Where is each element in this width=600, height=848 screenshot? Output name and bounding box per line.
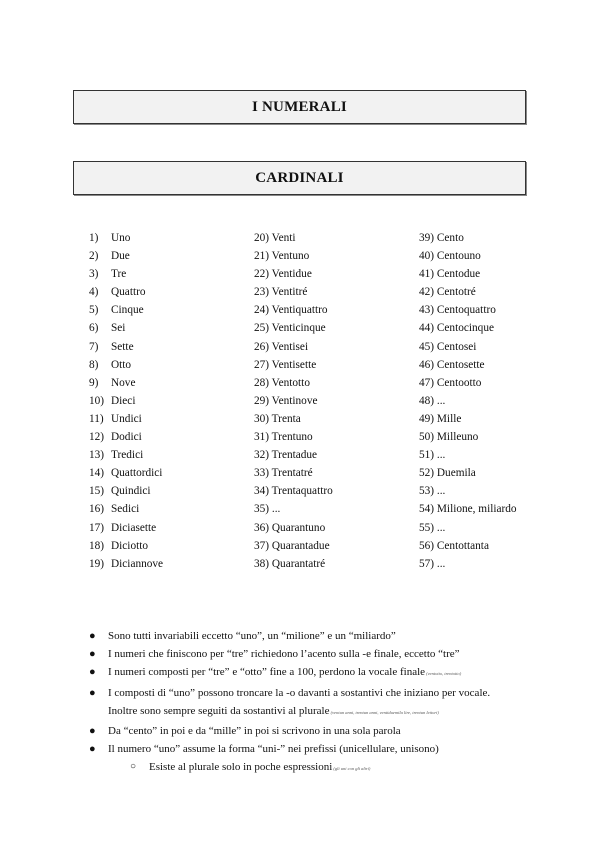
number-item (254, 537, 424, 555)
bullet-icon: ● (89, 686, 96, 699)
number-item (419, 500, 589, 518)
number-index: 21) (254, 250, 270, 263)
number-index: 5) (89, 304, 99, 317)
rule-text: Inoltre sono sempre seguiti da sostantivi al plurale (108, 704, 330, 717)
number-index: 33) (254, 467, 270, 480)
number-word: Trenta (269, 412, 301, 425)
number-word: Centocinque (434, 322, 494, 335)
number-word: Cinque (111, 304, 144, 317)
rule-text: Sono tutti invariabili eccetto “uno”, un “milione” e un “miliardo” (108, 630, 396, 642)
number-index: 13) (89, 449, 105, 462)
number-item (89, 247, 259, 265)
number-word: Dodici (111, 431, 142, 444)
rule-text: I numeri composti per “tre” e “otto” fine a 100, perdono la vocale finale (108, 666, 426, 679)
number-word: Ventisette (269, 358, 317, 371)
number-word: Cento (434, 232, 464, 244)
number-index: 12) (89, 431, 105, 444)
number-item (419, 482, 589, 500)
page-title: I NUMERALI (252, 98, 347, 115)
number-word: Quindici (111, 485, 151, 498)
number-item (254, 356, 424, 374)
number-word: Milleuno (434, 431, 479, 444)
bullet-icon: ● (89, 648, 96, 661)
number-word: Otto (111, 358, 132, 371)
numbers-column-3 (419, 229, 589, 573)
page-title-box (73, 90, 526, 124)
number-item (254, 338, 424, 356)
rules-list (89, 627, 529, 779)
number-index: 27) (254, 358, 270, 371)
section-title: CARDINALI (255, 169, 344, 186)
number-item (419, 555, 589, 573)
numbers-column-1 (89, 229, 259, 573)
number-item (419, 229, 589, 247)
number-item (89, 446, 259, 464)
number-index: 51) (419, 449, 435, 462)
number-item (254, 392, 424, 410)
number-index: 16) (89, 503, 105, 516)
number-item (419, 319, 589, 337)
number-word: Sedici (111, 503, 140, 516)
number-item (89, 283, 259, 301)
rule-item-continuation (89, 702, 529, 722)
number-item (254, 519, 424, 537)
number-word: ... (269, 503, 281, 516)
circle-bullet-icon: ○ (130, 761, 137, 773)
number-word: Trentaquattro (269, 485, 333, 498)
number-item (419, 428, 589, 446)
number-item (89, 374, 259, 392)
number-word: Quarantatré (269, 557, 326, 570)
number-item (254, 410, 424, 428)
number-item (419, 519, 589, 537)
number-item (254, 446, 424, 464)
number-word: Ventinove (269, 394, 318, 407)
number-index: 18) (89, 539, 105, 552)
number-index: 48) (419, 394, 435, 407)
number-word: Centosei (434, 340, 477, 353)
rule-item (89, 663, 529, 683)
number-index: 29) (254, 394, 270, 407)
number-index: 52) (419, 467, 435, 480)
number-index: 7) (89, 340, 99, 353)
number-item (254, 482, 424, 500)
number-word: Venticinque (269, 322, 326, 335)
number-item (419, 410, 589, 428)
number-index: 9) (89, 376, 99, 389)
number-item (89, 319, 259, 337)
number-word: Quarantuno (269, 521, 326, 534)
number-index: 34) (254, 485, 270, 498)
number-index: 28) (254, 376, 270, 389)
sub-rule-text: Esiste al plurale solo in poche espressioni (149, 761, 333, 774)
number-index: 4) (89, 286, 99, 299)
number-word: Trentatré (269, 467, 313, 480)
number-word: Centosette (434, 358, 485, 371)
number-item (89, 265, 259, 283)
number-item (419, 446, 589, 464)
number-item (254, 428, 424, 446)
number-word: Sette (111, 340, 134, 353)
number-index: 55) (419, 521, 435, 534)
number-index: 39) (419, 232, 435, 244)
number-item (254, 229, 424, 247)
number-item (89, 537, 259, 555)
number-item (89, 410, 259, 428)
number-index: 44) (419, 322, 435, 335)
number-index: 40) (419, 250, 435, 263)
bullet-icon: ● (89, 743, 96, 756)
number-index: 57) (419, 557, 435, 570)
number-item (89, 555, 259, 573)
number-word: ... (434, 449, 446, 462)
number-word: Quarantadue (269, 539, 330, 552)
number-index: 30) (254, 412, 270, 425)
number-word: Venti (269, 232, 296, 244)
number-word: Centoquattro (434, 304, 496, 317)
number-item (419, 247, 589, 265)
number-item (419, 374, 589, 392)
number-index: 47) (419, 376, 435, 389)
rule-example-note: (ventun anni, trentun anni, ventiduemila lire, trentun lettori) (329, 709, 439, 715)
number-index: 20) (254, 232, 270, 244)
number-index: 23) (254, 286, 270, 299)
rule-example-note: (ventotto, trentotto) (425, 671, 462, 677)
number-item (89, 482, 259, 500)
number-word: Ventidue (269, 268, 312, 281)
rule-item (89, 740, 529, 758)
number-item (254, 555, 424, 573)
number-index: 6) (89, 322, 99, 335)
number-index: 53) (419, 485, 435, 498)
bullet-icon: ● (89, 725, 96, 738)
number-word: Centootto (434, 376, 482, 389)
number-item (254, 247, 424, 265)
number-index: 56) (419, 539, 435, 552)
number-index: 17) (89, 521, 105, 534)
number-word: ... (434, 521, 446, 534)
number-word: Uno (111, 232, 131, 244)
number-word: Centouno (434, 250, 481, 263)
number-word: ... (434, 394, 446, 407)
number-word: Centodue (434, 268, 481, 281)
number-item (419, 464, 589, 482)
number-item (89, 338, 259, 356)
number-item (89, 464, 259, 482)
number-index: 41) (419, 268, 435, 281)
number-index: 3) (89, 268, 99, 281)
number-index: 8) (89, 358, 99, 371)
number-index: 45) (419, 340, 435, 353)
number-word: Ventisei (269, 340, 309, 353)
number-word: Ventiquattro (269, 304, 328, 317)
sub-rule-item (89, 758, 529, 778)
number-word: Diciasette (111, 521, 157, 534)
number-item (254, 374, 424, 392)
rule-text: Da “cento” in poi e da “mille” in poi si scrivono in una sola parola (108, 725, 401, 738)
sub-rule-example-note: (gli uni con gli altri) (332, 766, 371, 772)
number-item (89, 428, 259, 446)
number-item (89, 392, 259, 410)
number-word: Centottanta (434, 539, 489, 552)
number-index: 14) (89, 467, 105, 480)
number-index: 38) (254, 557, 270, 570)
number-index: 24) (254, 304, 270, 317)
number-word: Quattro (111, 286, 146, 299)
bullet-icon: ● (89, 666, 96, 679)
rule-item (89, 722, 529, 740)
number-index: 50) (419, 431, 435, 444)
number-index: 32) (254, 449, 270, 462)
numbers-column-2 (254, 229, 424, 573)
number-item (254, 301, 424, 319)
number-word: ... (434, 485, 446, 498)
number-item (419, 338, 589, 356)
number-index: 37) (254, 539, 270, 552)
number-word: Tredici (111, 449, 144, 462)
number-item (89, 519, 259, 537)
number-index: 1) (89, 232, 99, 244)
rule-item (89, 684, 529, 702)
number-item (254, 265, 424, 283)
number-word: Trentadue (269, 449, 318, 462)
number-word: ... (434, 557, 446, 570)
number-index: 36) (254, 521, 270, 534)
number-word: Tre (111, 268, 127, 281)
number-word: Diciotto (111, 539, 149, 552)
number-item (254, 319, 424, 337)
number-index: 42) (419, 286, 435, 299)
number-word: Mille (434, 412, 462, 425)
number-word: Ventuno (269, 250, 310, 263)
number-item (254, 283, 424, 301)
rule-text: I composti di “uno” possono troncare la -o davanti a sostantivi che iniziano per vocale. (108, 686, 491, 699)
number-index: 25) (254, 322, 270, 335)
number-index: 10) (89, 394, 105, 407)
number-index: 54) (419, 503, 435, 516)
number-word: Quattordici (111, 467, 163, 480)
number-word: Dieci (111, 394, 136, 407)
number-index: 43) (419, 304, 435, 317)
bullet-icon: ● (89, 630, 96, 642)
number-index: 31) (254, 431, 270, 444)
number-item (89, 301, 259, 319)
number-word: Duemila (434, 467, 476, 480)
number-item (419, 537, 589, 555)
number-item (419, 356, 589, 374)
number-word: Due (111, 250, 130, 263)
number-word: Centotré (434, 286, 476, 299)
number-item (419, 283, 589, 301)
number-index: 11) (89, 412, 104, 425)
number-index: 46) (419, 358, 435, 371)
number-word: Ventitré (269, 286, 308, 299)
number-index: 49) (419, 412, 435, 425)
rule-text: Il numero “uno” assume la forma “uni-” nei prefissi (unicellulare, unisono) (108, 743, 439, 756)
number-item (89, 500, 259, 518)
number-word: Trentuno (269, 431, 313, 444)
number-word: Diciannove (111, 557, 164, 570)
number-item (254, 464, 424, 482)
number-index: 19) (89, 557, 105, 570)
number-index: 22) (254, 268, 270, 281)
number-index: 26) (254, 340, 270, 353)
rule-item (89, 627, 529, 645)
rule-item (89, 645, 529, 663)
number-item (419, 392, 589, 410)
number-item (89, 356, 259, 374)
number-item (419, 301, 589, 319)
number-word: Milione, miliardo (434, 503, 517, 516)
number-word: Undici (111, 412, 142, 425)
number-item (254, 500, 424, 518)
section-title-box (73, 161, 526, 195)
number-item (89, 229, 259, 247)
number-word: Ventotto (269, 376, 310, 389)
number-word: Sei (111, 322, 126, 335)
number-index: 35) (254, 503, 270, 516)
number-item (419, 265, 589, 283)
rule-text: I numeri che finiscono per “tre” richiedono l’acento sulla -e finale, eccetto “tre” (108, 648, 460, 661)
number-index: 15) (89, 485, 105, 498)
number-index: 2) (89, 250, 99, 263)
number-word: Nove (111, 376, 136, 389)
